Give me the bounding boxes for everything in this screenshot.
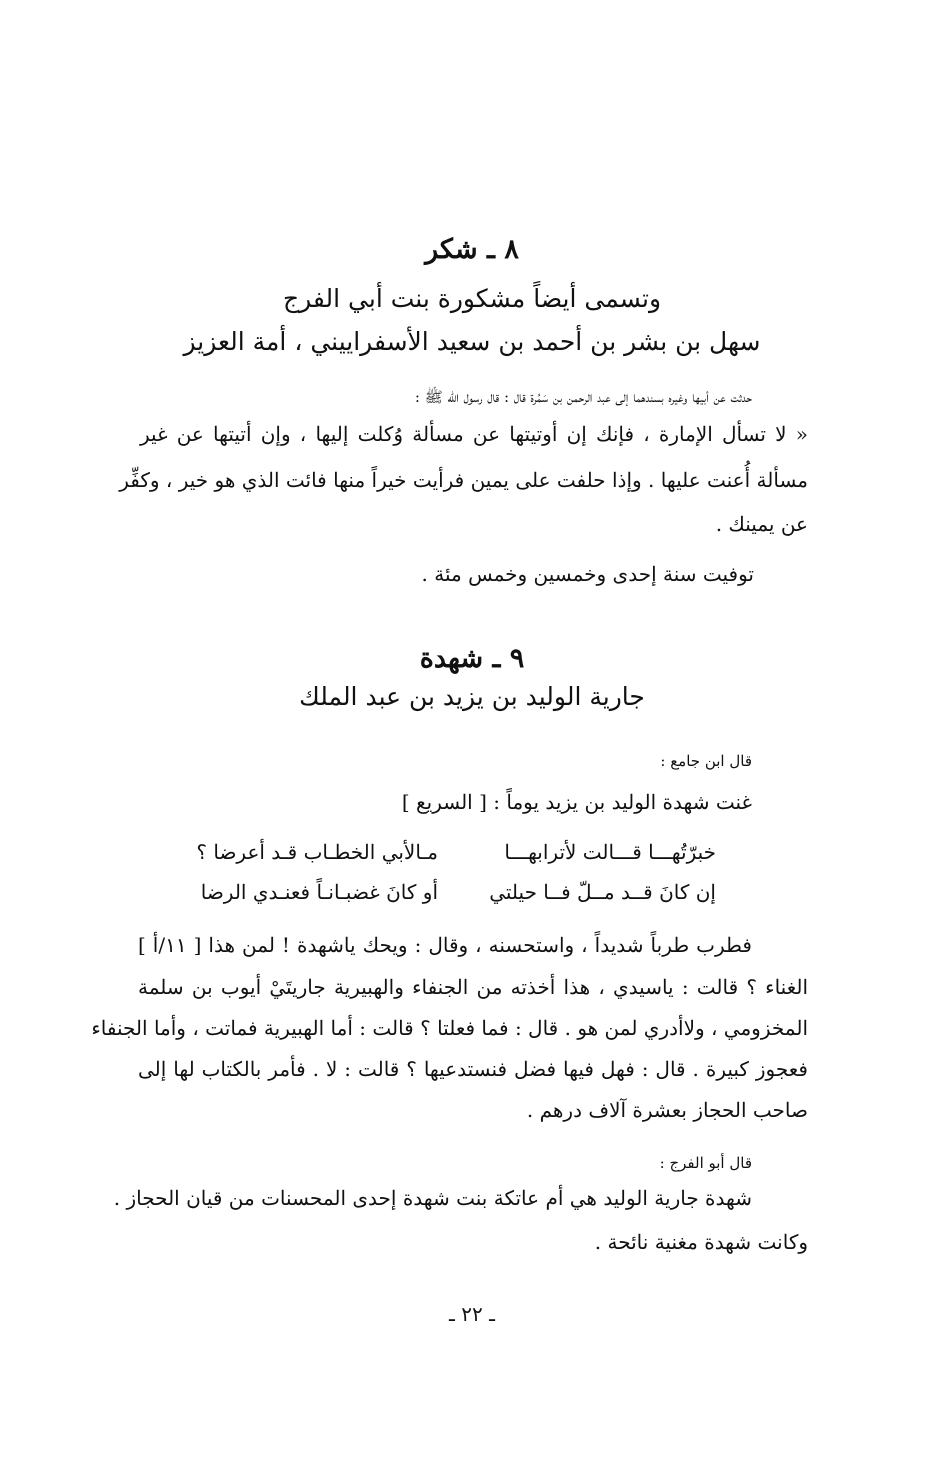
section-9-subtitle: جارية الوليد بن يزيد بن عبد الملك — [299, 682, 645, 711]
verse-2-second-hemistich: أو كانَ غضبـانـاً فعنـدي الرضا — [200, 880, 438, 904]
final-line-1: شهدة جارية الوليد هي أم عاتكة بنت شهدة إحدى المحسنات من قيان الحجاز . — [113, 1186, 752, 1210]
section-8-isnad: حدثت عن أبيها وغيره بسندهما إلى عبد الرحمن بن سَمُرة قال : قال رسول الله ﷺ : — [414, 388, 752, 406]
verse-1-second-hemistich: مـالأبي الخطـاب قـد أعرضا ؟ — [196, 840, 438, 864]
section-8-subtitle-1: وتسمى أيضاً مشكورة بنت أبي الفرج — [282, 284, 662, 313]
paragraph-line-3: المخزومي ، ولاأدري لمن هو . قال : فما فعلتا ؟ قالت : أما الهبيرية فماتت ، وأما الجنفاء — [91, 1016, 808, 1040]
paragraph-line-5: صاحب الحجاز بعشرة آلاف درهم . — [526, 1098, 808, 1122]
section-8-hadith-line-2: مسألة أُعنت عليها . وإذا حلفت على يمين فرأيت خيراً منها فائت الذي هو خير ، وكفِّر — [119, 468, 808, 492]
verse-2-first-hemistich: إن كانَ قــد مــلّ فــا حيلتي — [489, 880, 716, 904]
abu-faraj-label: قال أبو الفرج : — [659, 1154, 752, 1172]
final-line-2: وكانت شهدة مغنية نائحة . — [594, 1230, 808, 1254]
section-8-hadith-line-1: « لا تسأل الإمارة ، فإنك إن أوتيتها عن مسألة وُكلت إليها ، وإن أتيتها عن غير — [140, 422, 808, 446]
section-8-death-note: توفيت سنة إحدى وخمسين وخمس مئة . — [421, 562, 754, 586]
paragraph-line-2: الغناء ؟ قالت : ياسيدي ، هذا أخذته من الجنفاء والهبيرية جاريتَيْ أيوب بن سلمة — [138, 975, 809, 999]
section-8-hadith-line-3: عن يمينك . — [715, 512, 808, 536]
paragraph-line-1: فطرب طرباً شديداً ، واستحسنه ، وقال : ويحك ياشهدة ! لمن هذا [ ١١/أ ] — [138, 933, 752, 957]
section-9-intro: غنت شهدة الوليد بن يزيد يوماً : [ السريع ] — [401, 790, 752, 814]
section-8-subtitle-2: سهل بن بشر بن أحمد بن سعيد الأسفراييني ، أمة العزيز — [183, 327, 761, 356]
paragraph-line-4: فعجوز كبيرة . قال : فهل فيها فضل فنستدعيها ؟ قالت : لا . فأمر بالكتاب لها إلى — [138, 1057, 808, 1081]
verse-1-first-hemistich: خبرّتُهـــا قـــالت لأترابهـــا — [504, 840, 716, 864]
section-9-narrator: قال ابن جامع : — [660, 752, 752, 770]
section-8-title: ٨ ـ شكر — [425, 234, 519, 265]
page-number: ـ ٢٢ ـ — [449, 1302, 495, 1326]
section-9-title: ٩ ـ شهدة — [419, 643, 525, 674]
